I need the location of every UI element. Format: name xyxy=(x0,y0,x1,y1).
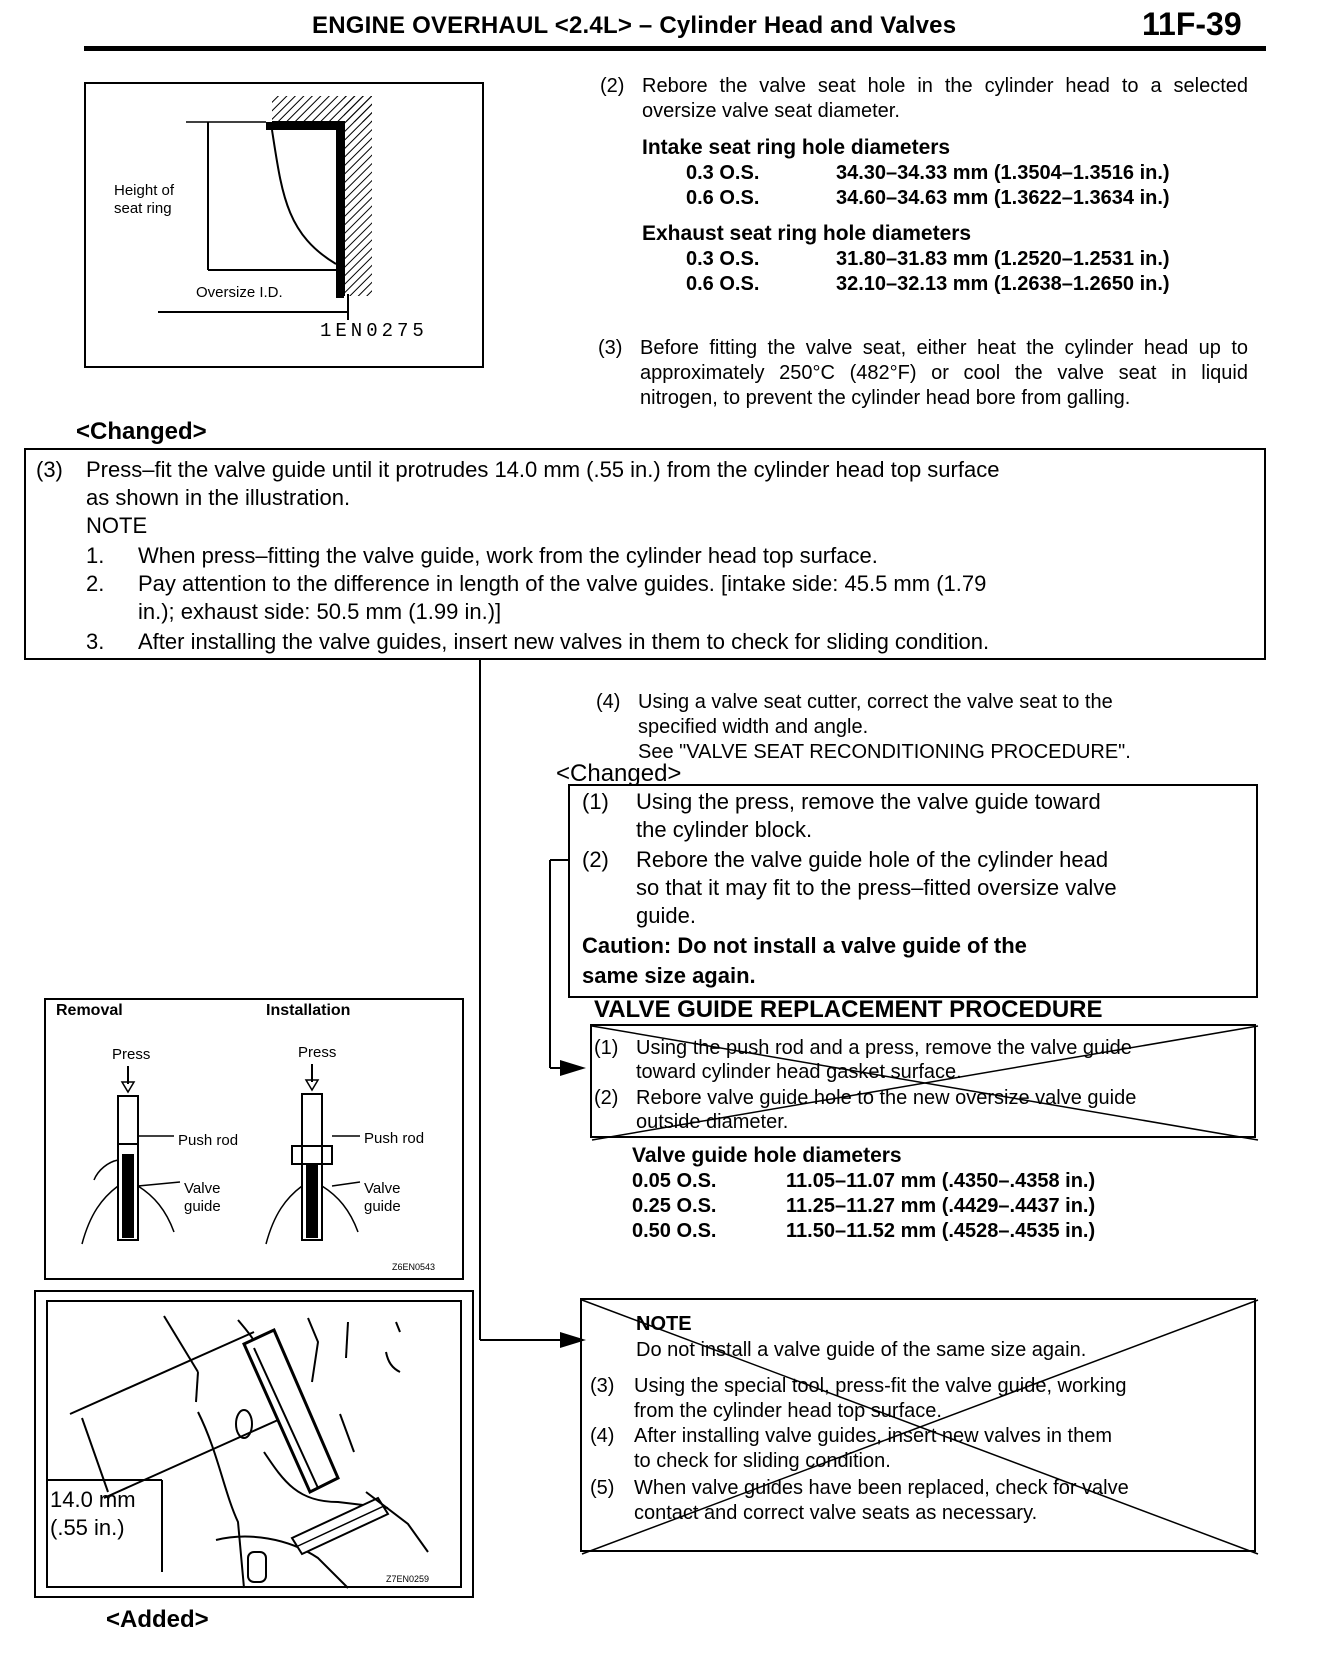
vg-table-title: Valve guide hole diameters xyxy=(632,1144,902,1167)
step-3-number: (3) xyxy=(598,337,623,359)
height-label-line2: seat ring xyxy=(114,200,172,217)
caution-line2: same size again. xyxy=(582,963,756,988)
oversize-id-label: Oversize I.D. xyxy=(196,284,283,301)
changed2-item-1-line1: Using the press, remove the valve guide toward xyxy=(636,789,1101,814)
page-number: 11F-39 xyxy=(1142,6,1242,42)
intake-row-2-value: 34.60–34.63 mm (1.3622–1.3634 in.) xyxy=(836,187,1170,209)
guide-word-installation: guide xyxy=(364,1198,401,1215)
note-box-item-3-line2: from the cylinder head top surface. xyxy=(634,1400,942,1422)
exhaust-table-title: Exhaust seat ring hole diameters xyxy=(642,222,972,245)
changed2-item-1-number: (1) xyxy=(582,789,609,814)
vg-row-1-value: 11.05–11.07 mm (.4350–.4358 in.) xyxy=(786,1170,1096,1192)
press-label-removal: Press xyxy=(112,1046,151,1063)
step-4-number: (4) xyxy=(596,691,621,713)
changed2-item-2-line3: guide. xyxy=(636,903,696,928)
protrusion-mm: 14.0 mm xyxy=(50,1487,136,1512)
protrusion-dimension-label xyxy=(50,1486,136,1542)
note-box-item-5-number: (5) xyxy=(590,1477,615,1499)
exhaust-row-1-value: 31.80–31.83 mm (1.2520–1.2531 in.) xyxy=(836,248,1170,270)
note-box-item-3-line1: Using the special tool, press-fit the valve guide, working xyxy=(634,1375,1127,1397)
changed2-item-2-number: (2) xyxy=(582,847,609,872)
vg-row-3-size: 0.50 O.S. xyxy=(632,1220,717,1242)
step-2-number: (2) xyxy=(600,75,625,97)
figure-code-z7en0259: Z7EN0259 xyxy=(386,1574,430,1584)
removal-installation-drawing xyxy=(46,1000,466,1282)
step-4-line1: Using a valve seat cutter, correct the valve seat to the xyxy=(638,691,1113,713)
changed2-item-2-line1: Rebore the valve guide hole of the cylinder head xyxy=(636,847,1109,872)
note-box-item-5-line2: contact and correct valve seats as necessary. xyxy=(634,1502,1038,1524)
added-tag: <Added> xyxy=(106,1606,209,1633)
changed-step-3-number: (3) xyxy=(36,457,63,482)
note-item-1-text: When press–fitting the valve guide, work from the cylinder head top surface. xyxy=(138,543,878,568)
intake-row-1-size: 0.3 O.S. xyxy=(686,162,760,184)
installation-label: Installation xyxy=(266,1002,351,1019)
step-3-text: Before fitting the valve seat, either heat the cylinder head up to approximately 250°C (482°F) or cool the valve seat in liquid nitrogen, to prevent the cylinder head bore from galling. xyxy=(640,337,1248,409)
note-box-item-3-number: (3) xyxy=(590,1375,615,1397)
step-4-line2: specified width and angle. xyxy=(638,716,869,738)
note-item-2-line2: in.); exhaust side: 50.5 mm (1.99 in.)] xyxy=(138,599,502,624)
figure-removal-installation xyxy=(44,998,464,1280)
note-item-2-line1: Pay attention to the difference in length of the valve guides. [intake side: 45.5 mm (1.79 xyxy=(138,571,987,596)
note-box-item-4-line2: to check for sliding condition. xyxy=(634,1450,891,1472)
protrusion-inches: (.55 in.) xyxy=(50,1515,125,1540)
valve-word-removal: Valve xyxy=(184,1180,221,1197)
caution-line1: Caution: Do not install a valve guide of the xyxy=(582,933,1027,958)
vg-row-2-value: 11.25–11.27 mm (.4429–.4437 in.) xyxy=(786,1195,1096,1217)
note-item-3-number: 3. xyxy=(86,629,105,654)
note-box-item-5-line1: When valve guides have been replaced, check for valve xyxy=(634,1477,1129,1499)
note-item-3-text: After installing the valve guides, insert new valves in them to check for sliding condition. xyxy=(138,629,990,654)
changed-tag-2: <Changed> xyxy=(556,760,682,787)
figure-code-z6en0543: Z6EN0543 xyxy=(392,1262,436,1272)
changed-tag-1: <Changed> xyxy=(76,418,207,445)
changed-note-label: NOTE xyxy=(86,513,148,538)
push-rod-label-removal: Push rod xyxy=(178,1132,239,1149)
push-rod-label-installation: Push rod xyxy=(364,1130,425,1147)
vgr-crossed-box xyxy=(590,1024,1256,1138)
vgr-item-1-line1: Using the push rod and a press, remove the valve guide xyxy=(636,1037,1132,1059)
vg-row-1-size: 0.05 O.S. xyxy=(632,1170,717,1192)
changed2-item-1-line2: the cylinder block. xyxy=(636,817,813,842)
changed-step-3-line2: as shown in the illustration. xyxy=(86,485,351,510)
vgr-heading: VALVE GUIDE REPLACEMENT PROCEDURE xyxy=(594,996,1103,1023)
changed-step-3-line1: Press–fit the valve guide until it protrudes 14.0 mm (.55 in.) from the cylinder head top surface xyxy=(86,457,1000,482)
vgr-item-2-line1: Rebore valve guide hole to the new oversize valve guide xyxy=(636,1087,1137,1109)
header-title: ENGINE OVERHAUL <2.4L> – Cylinder Head and Valves xyxy=(312,12,957,39)
exhaust-row-2-value: 32.10–32.13 mm (1.2638–1.2650 in.) xyxy=(836,273,1170,295)
vgr-item-1-line2: toward cylinder head gasket surface. xyxy=(636,1061,962,1083)
changed2-item-2-line2: so that it may fit to the press–fitted oversize valve xyxy=(636,875,1117,900)
step-2-text: Rebore the valve seat hole in the cylinder head to a selected oversize valve seat diameter. xyxy=(642,75,1248,122)
note-crossed-box xyxy=(580,1298,1256,1552)
note-box-note-text: Do not install a valve guide of the same size again. xyxy=(636,1339,1087,1361)
figure-code-1en0275: 1EN0275 xyxy=(320,320,428,342)
vgr-item-2-line2: outside diameter. xyxy=(636,1111,789,1133)
press-label-installation: Press xyxy=(298,1044,337,1061)
exhaust-row-2-size: 0.6 O.S. xyxy=(686,273,760,295)
exhaust-row-1-size: 0.3 O.S. xyxy=(686,248,760,270)
step-4-line3: See "VALVE SEAT RECONDITIONING PROCEDURE". xyxy=(638,741,1131,763)
height-label-line1: Height of xyxy=(114,182,175,199)
note-box-item-4-number: (4) xyxy=(590,1425,615,1447)
vg-row-3-value: 11.50–11.52 mm (.4528–.4535 in.) xyxy=(786,1220,1096,1242)
note-box-note-label: NOTE xyxy=(636,1313,692,1335)
intake-table-title: Intake seat ring hole diameters xyxy=(642,136,951,159)
vgr-item-1-number: (1) xyxy=(594,1037,619,1059)
note-item-1-number: 1. xyxy=(86,543,105,568)
protrusion-drawing xyxy=(48,1302,464,1590)
intake-row-2-size: 0.6 O.S. xyxy=(686,187,760,209)
figure-protrusion-outer xyxy=(34,1290,474,1598)
guide-word-removal: guide xyxy=(184,1198,221,1215)
note-item-2-number: 2. xyxy=(86,571,105,596)
changed-box-valve-guide xyxy=(568,784,1258,998)
removal-label: Removal xyxy=(56,1002,123,1019)
intake-row-1-value: 34.30–34.33 mm (1.3504–1.3516 in.) xyxy=(836,162,1170,184)
note-box-item-4-line1: After installing valve guides, insert new valves in them xyxy=(634,1425,1113,1447)
vgr-item-2-number: (2) xyxy=(594,1087,619,1109)
figure-protrusion-inner xyxy=(46,1300,462,1588)
valve-word-installation: Valve xyxy=(364,1180,401,1197)
vg-row-2-size: 0.25 O.S. xyxy=(632,1195,717,1217)
